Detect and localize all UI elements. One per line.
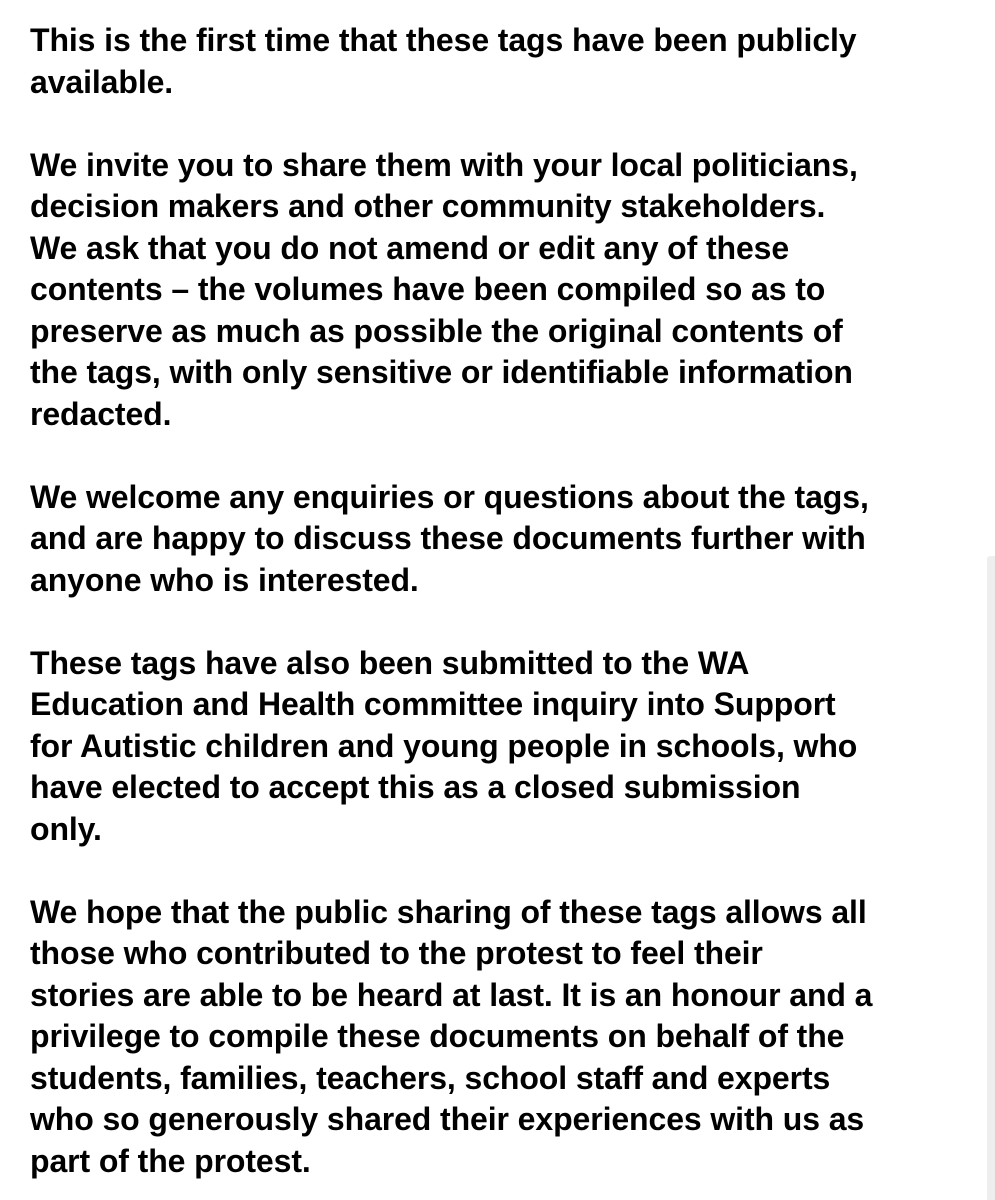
paragraph-spacer [30,435,975,477]
text-line: privilege to compile these documents on behalf of the [30,1018,845,1054]
paragraph-enquiries [30,477,975,602]
text-line: decision makers and other community stakeholders. [30,188,826,224]
paragraph-spacer [30,103,975,145]
text-line: We invite you to share them with your local politicians, [30,146,858,183]
paragraph-closing-hope [30,892,975,1183]
text-line: who so generously shared their experiences with us as [30,1101,865,1137]
text-line: only. [30,810,102,847]
text-line: and are happy to discuss these documents further with [30,520,866,556]
text-line: students, families, teachers, school staff and experts [30,1059,831,1096]
text-line: part of the protest. [30,1142,311,1179]
text-line: have elected to accept this as a closed submission [30,769,801,805]
text-line: These tags have also been submitted to the WA [30,644,750,681]
text-line: anyone who is interested. [30,561,419,598]
text-line: those who contributed to the protest to feel their [30,935,763,971]
text-line: We ask that you do not amend or edit any of these [30,229,790,266]
paragraph-spacer [30,850,975,892]
text-line: We hope that the public sharing of these tags allows all [30,893,867,930]
paragraph-committee-submission [30,643,975,851]
text-line: stories are able to be heard at last. It is an honour and a [30,976,873,1013]
text-line: for Autistic children and young people in schools, who [30,727,858,764]
text-line: preserve as much as possible the original contents of [30,312,843,349]
text-line: redacted. [30,395,172,432]
text-line: the tags, with only sensitive or identifiable information [30,354,853,390]
paragraph-spacer [30,601,975,643]
text-line: contents – the volumes have been compiled so as to [30,271,826,307]
text-line: We welcome any enquiries or questions about the tags, [30,478,869,515]
text-line: This is the first time that these tags have been publicly [30,22,857,58]
document-text [30,20,975,1182]
scrollbar[interactable] [987,556,995,1200]
paragraph-sharing-invitation [30,145,975,436]
text-line: Education and Health committee inquiry into Support [30,686,836,722]
text-line: available. [30,63,174,100]
paragraph-availability [30,20,975,103]
